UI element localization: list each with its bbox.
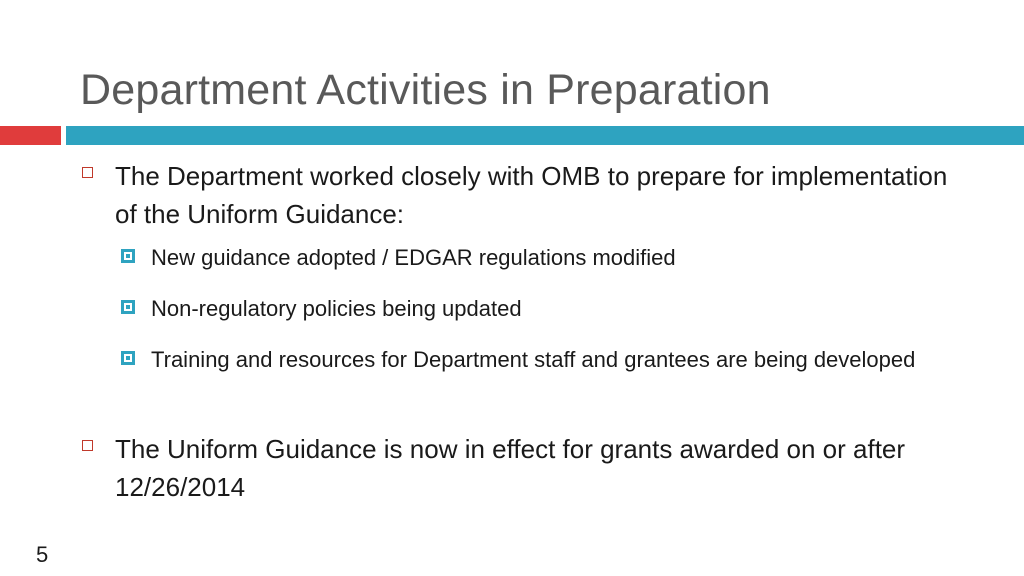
sub-bullet-text: New guidance adopted / EDGAR regulations modified	[151, 245, 676, 270]
page-number: 5	[36, 542, 49, 567]
slide-title: Department Activities in Preparation	[80, 66, 771, 114]
square-bullet-icon	[82, 167, 93, 178]
square-bullet-icon	[121, 351, 135, 365]
square-bullet-icon	[121, 249, 135, 263]
square-bullet-icon	[82, 440, 93, 451]
bullet-text: The Uniform Guidance is now in effect for grants awarded on or after 12/26/2014	[115, 434, 906, 502]
title-accent-bar-teal	[66, 126, 1024, 145]
title-accent-bar-red	[0, 126, 61, 145]
square-bullet-icon	[121, 300, 135, 314]
bullet-text: The Department worked closely with OMB to prepare for implementation of the Uniform Guidance:	[115, 161, 948, 229]
sub-bullet-text: Non-regulatory policies being updated	[151, 296, 522, 321]
sub-bullet-text: Training and resources for Department staff and grantees are being developed	[151, 347, 916, 372]
